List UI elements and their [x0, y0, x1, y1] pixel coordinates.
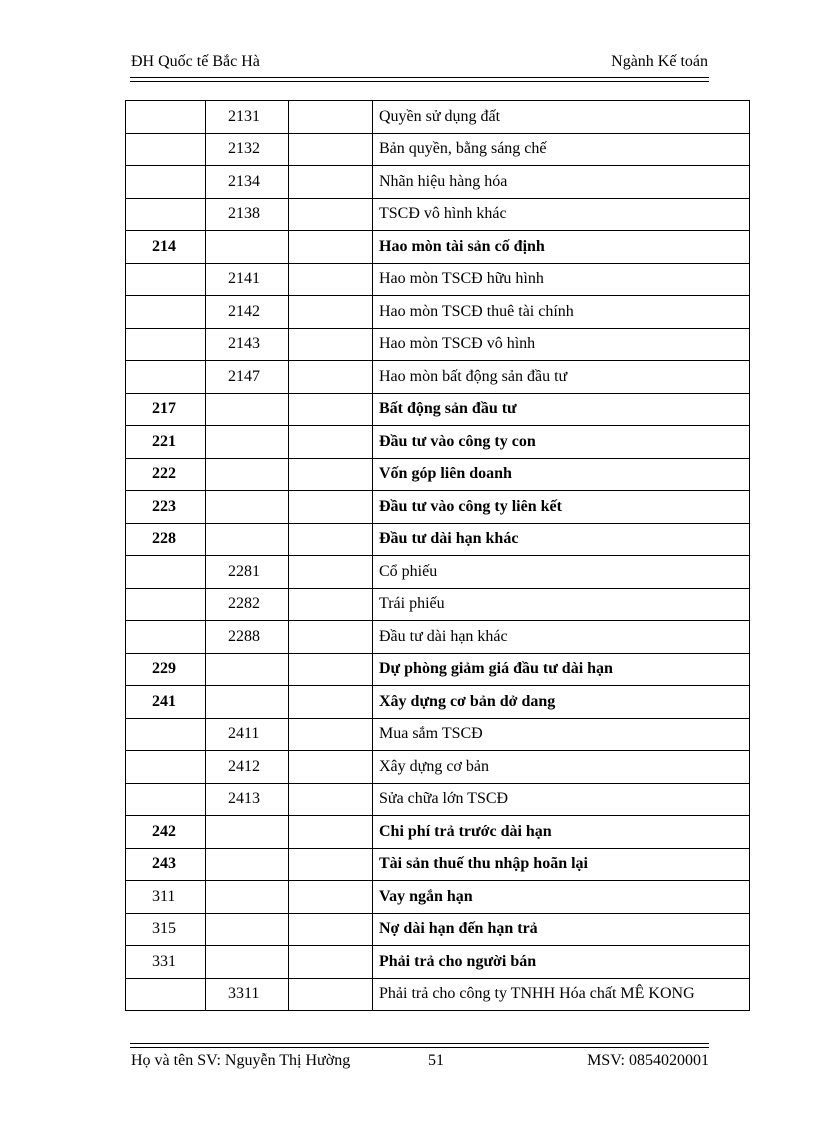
account-row — [126, 393, 750, 426]
chart-of-accounts-table — [125, 100, 750, 1011]
account-code-level1: 221 — [126, 426, 206, 459]
account-code-level3 — [289, 426, 373, 459]
account-name: Cổ phiếu — [373, 556, 750, 589]
account-name: Phải trả cho người bán — [373, 946, 750, 979]
account-row — [126, 328, 750, 361]
account-code-level3 — [289, 523, 373, 556]
account-row — [126, 751, 750, 784]
account-code-level1 — [126, 296, 206, 329]
account-code-level1 — [126, 198, 206, 231]
account-code-level2 — [206, 881, 289, 914]
account-code-level1 — [126, 978, 206, 1011]
account-code-level2: 2412 — [206, 751, 289, 784]
account-code-level2: 2282 — [206, 588, 289, 621]
account-name: Phải trả cho công ty TNHH Hóa chất MÊ KONG — [373, 978, 750, 1011]
account-code-level2: 2413 — [206, 783, 289, 816]
account-code-level1: 214 — [126, 231, 206, 264]
account-code-level1: 331 — [126, 946, 206, 979]
account-code-level1 — [126, 263, 206, 296]
account-code-level1: 229 — [126, 653, 206, 686]
account-code-level2: 2411 — [206, 718, 289, 751]
account-row — [126, 166, 750, 199]
account-code-level1: 217 — [126, 393, 206, 426]
account-code-level2 — [206, 491, 289, 524]
account-code-level3 — [289, 816, 373, 849]
account-code-level3 — [289, 686, 373, 719]
account-code-level3 — [289, 556, 373, 589]
account-code-level2 — [206, 913, 289, 946]
account-row — [126, 686, 750, 719]
account-code-level3 — [289, 296, 373, 329]
account-name: Đầu tư vào công ty liên kết — [373, 491, 750, 524]
account-row — [126, 556, 750, 589]
student-name: Họ và tên SV: Nguyễn Thị Hường — [131, 1052, 351, 1069]
account-code-level1 — [126, 783, 206, 816]
account-row — [126, 653, 750, 686]
account-row — [126, 523, 750, 556]
account-row — [126, 361, 750, 394]
account-code-level3 — [289, 881, 373, 914]
account-code-level1 — [126, 718, 206, 751]
account-row — [126, 588, 750, 621]
account-row — [126, 458, 750, 491]
account-row — [126, 978, 750, 1011]
account-name: Hao mòn tài sản cố định — [373, 231, 750, 264]
account-row — [126, 913, 750, 946]
account-code-level1 — [126, 621, 206, 654]
student-id: MSV: 0854020001 — [587, 1052, 709, 1069]
account-name: Vốn góp liên doanh — [373, 458, 750, 491]
account-name: Đầu tư vào công ty con — [373, 426, 750, 459]
account-name: Dự phòng giảm giá đầu tư dài hạn — [373, 653, 750, 686]
account-name: Quyền sử dụng đất — [373, 101, 750, 134]
account-code-level3 — [289, 458, 373, 491]
account-name: Trái phiếu — [373, 588, 750, 621]
account-code-level1 — [126, 588, 206, 621]
account-code-level1: 223 — [126, 491, 206, 524]
account-row — [126, 621, 750, 654]
account-code-level3 — [289, 621, 373, 654]
account-row — [126, 848, 750, 881]
account-code-level3 — [289, 913, 373, 946]
account-name: Đầu tư dài hạn khác — [373, 621, 750, 654]
account-code-level3 — [289, 361, 373, 394]
account-code-level3 — [289, 231, 373, 264]
account-code-level3 — [289, 166, 373, 199]
account-code-level1: 311 — [126, 881, 206, 914]
account-code-level1 — [126, 133, 206, 166]
account-code-level3 — [289, 133, 373, 166]
page-number: 51 — [428, 1052, 444, 1069]
account-code-level2 — [206, 426, 289, 459]
account-code-level3 — [289, 653, 373, 686]
account-code-level1 — [126, 751, 206, 784]
account-code-level2 — [206, 653, 289, 686]
account-code-level1 — [126, 361, 206, 394]
account-rows — [126, 101, 750, 1011]
account-code-level1: 222 — [126, 458, 206, 491]
account-name: Sửa chữa lớn TSCĐ — [373, 783, 750, 816]
account-code-level2: 2131 — [206, 101, 289, 134]
account-code-level3 — [289, 718, 373, 751]
page-footer — [131, 1052, 709, 1076]
account-name: Tài sản thuế thu nhập hoãn lại — [373, 848, 750, 881]
account-code-level3 — [289, 751, 373, 784]
account-code-level3 — [289, 978, 373, 1011]
account-name: Xây dựng cơ bản dở dang — [373, 686, 750, 719]
account-code-level1: 228 — [126, 523, 206, 556]
header-rule-thin — [130, 81, 709, 82]
account-name: Vay ngắn hạn — [373, 881, 750, 914]
account-code-level2: 2281 — [206, 556, 289, 589]
account-code-level3 — [289, 263, 373, 296]
account-name: Bất động sản đầu tư — [373, 393, 750, 426]
account-code-level2 — [206, 458, 289, 491]
account-row — [126, 426, 750, 459]
account-code-level2: 2138 — [206, 198, 289, 231]
account-row — [126, 718, 750, 751]
account-name: Nợ dài hạn đến hạn trả — [373, 913, 750, 946]
account-code-level3 — [289, 101, 373, 134]
header-rule — [130, 77, 709, 78]
account-code-level2 — [206, 816, 289, 849]
account-name: Mua sắm TSCĐ — [373, 718, 750, 751]
account-name: Chi phí trả trước dài hạn — [373, 816, 750, 849]
account-code-level2 — [206, 231, 289, 264]
account-row — [126, 491, 750, 524]
account-row — [126, 231, 750, 264]
account-code-level2 — [206, 393, 289, 426]
university-name: ĐH Quốc tế Bắc Hà — [131, 53, 260, 70]
account-code-level2: 2288 — [206, 621, 289, 654]
account-name: Hao mòn bất động sản đầu tư — [373, 361, 750, 394]
account-name: TSCĐ vô hình khác — [373, 198, 750, 231]
department-name: Ngành Kế toán — [611, 53, 708, 70]
account-code-level2: 3311 — [206, 978, 289, 1011]
account-code-level2: 2142 — [206, 296, 289, 329]
account-code-level2 — [206, 686, 289, 719]
account-code-level3 — [289, 393, 373, 426]
account-row — [126, 101, 750, 134]
page-header — [131, 50, 708, 74]
account-code-level1: 243 — [126, 848, 206, 881]
account-code-level3 — [289, 946, 373, 979]
account-code-level3 — [289, 588, 373, 621]
account-code-level2: 2147 — [206, 361, 289, 394]
account-code-level1: 241 — [126, 686, 206, 719]
account-row — [126, 263, 750, 296]
account-code-level1 — [126, 166, 206, 199]
account-row — [126, 198, 750, 231]
account-code-level3 — [289, 491, 373, 524]
account-code-level2 — [206, 523, 289, 556]
account-code-level3 — [289, 328, 373, 361]
account-name: Bản quyền, bằng sáng chế — [373, 133, 750, 166]
account-code-level2: 2134 — [206, 166, 289, 199]
account-code-level2 — [206, 946, 289, 979]
footer-rule — [130, 1043, 709, 1044]
account-code-level1: 242 — [126, 816, 206, 849]
account-code-level3 — [289, 783, 373, 816]
account-code-level2 — [206, 848, 289, 881]
account-row — [126, 881, 750, 914]
account-name: Hao mòn TSCĐ hữu hình — [373, 263, 750, 296]
account-code-level2: 2143 — [206, 328, 289, 361]
account-code-level1 — [126, 556, 206, 589]
account-row — [126, 946, 750, 979]
account-row — [126, 816, 750, 849]
account-code-level3 — [289, 198, 373, 231]
account-code-level1 — [126, 101, 206, 134]
account-row — [126, 296, 750, 329]
account-code-level2: 2141 — [206, 263, 289, 296]
account-name: Đầu tư dài hạn khác — [373, 523, 750, 556]
account-name: Hao mòn TSCĐ thuê tài chính — [373, 296, 750, 329]
account-row — [126, 133, 750, 166]
account-code-level3 — [289, 848, 373, 881]
account-code-level1 — [126, 328, 206, 361]
footer-rule-thin — [130, 1047, 709, 1048]
account-name: Hao mòn TSCĐ vô hình — [373, 328, 750, 361]
account-code-level1: 315 — [126, 913, 206, 946]
account-code-level2: 2132 — [206, 133, 289, 166]
account-row — [126, 783, 750, 816]
account-name: Xây dựng cơ bản — [373, 751, 750, 784]
account-name: Nhãn hiệu hàng hóa — [373, 166, 750, 199]
